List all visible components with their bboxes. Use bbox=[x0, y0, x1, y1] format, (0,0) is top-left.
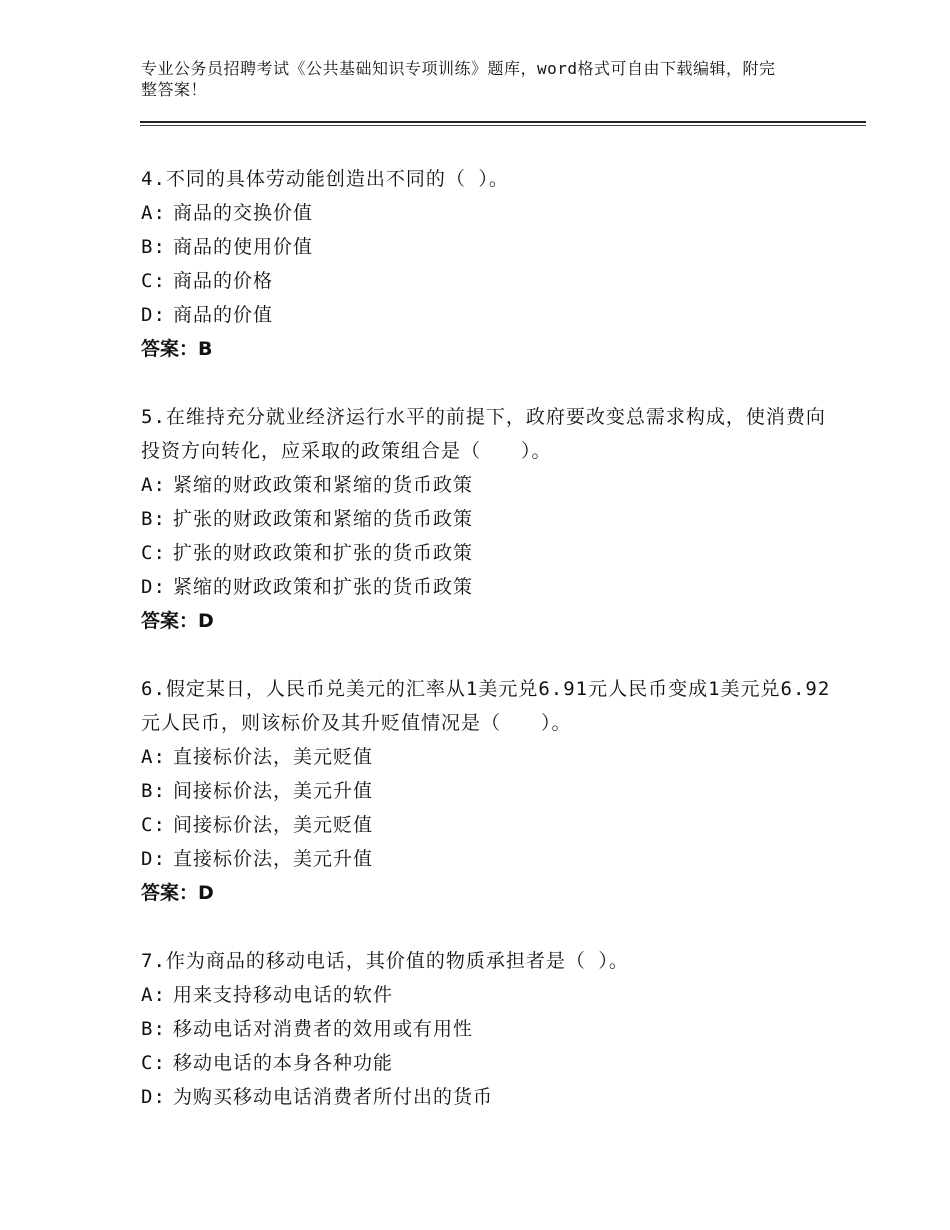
option-key: A: bbox=[141, 474, 166, 496]
option-key: C: bbox=[141, 814, 166, 836]
option-a bbox=[141, 740, 841, 774]
option-key: B: bbox=[141, 780, 166, 802]
answer: 答案：B bbox=[141, 338, 213, 360]
option-b bbox=[141, 1012, 841, 1046]
header-rule-thick bbox=[140, 121, 866, 123]
option-key: D: bbox=[141, 1086, 166, 1108]
question-stem: 7.作为商品的移动电话，其价值的物质承担者是（ ）。 bbox=[141, 950, 629, 972]
option-text: 商品的价值 bbox=[173, 304, 274, 326]
option-text: 商品的交换价值 bbox=[173, 202, 314, 224]
option-text: 为购买移动电话消费者所付出的货币 bbox=[173, 1086, 494, 1108]
option-b bbox=[141, 230, 841, 264]
option-d bbox=[141, 842, 841, 876]
option-key: C: bbox=[141, 1052, 166, 1074]
option-key: A: bbox=[141, 202, 166, 224]
option-b bbox=[141, 502, 841, 536]
question-stem: 5.在维持充分就业经济运行水平的前提下，政府要改变总需求构成，使消费向投资方向转化，应采取的政策组合是（ ）。 bbox=[141, 406, 826, 462]
option-a bbox=[141, 468, 841, 502]
question-stem: 6.假定某日，人民币兑美元的汇率从1美元兑6.91元人民币变成1美元兑6.92元人民币，则该标价及其升贬值情况是（ ）。 bbox=[141, 678, 831, 734]
option-key: A: bbox=[141, 746, 166, 768]
option-text: 用来支持移动电话的软件 bbox=[173, 984, 394, 1006]
option-key: D: bbox=[141, 304, 166, 326]
option-c bbox=[141, 808, 841, 842]
option-text: 移动电话的本身各种功能 bbox=[173, 1052, 394, 1074]
question-list bbox=[141, 162, 841, 1148]
question-5 bbox=[141, 400, 841, 638]
question-4 bbox=[141, 162, 841, 366]
header-rule-thin bbox=[140, 125, 866, 126]
option-d bbox=[141, 298, 841, 332]
option-c bbox=[141, 1046, 841, 1080]
option-text: 移动电话对消费者的效用或有用性 bbox=[173, 1018, 474, 1040]
option-text: 商品的价格 bbox=[173, 270, 274, 292]
option-c bbox=[141, 536, 841, 570]
option-key: B: bbox=[141, 508, 166, 530]
option-key: C: bbox=[141, 542, 166, 564]
option-text: 间接标价法，美元贬值 bbox=[173, 814, 374, 836]
option-key: D: bbox=[141, 848, 166, 870]
option-text: 紧缩的财政政策和扩张的货币政策 bbox=[173, 576, 474, 598]
option-text: 直接标价法，美元升值 bbox=[173, 848, 374, 870]
answer: 答案：D bbox=[141, 882, 214, 904]
answer: 答案：D bbox=[141, 610, 214, 632]
option-d bbox=[141, 1080, 841, 1114]
option-a bbox=[141, 978, 841, 1012]
option-a bbox=[141, 196, 841, 230]
option-d bbox=[141, 570, 841, 604]
option-text: 扩张的财政政策和紧缩的货币政策 bbox=[173, 508, 474, 530]
option-b bbox=[141, 774, 841, 808]
option-key: B: bbox=[141, 1018, 166, 1040]
question-stem: 4.不同的具体劳动能创造出不同的（ ）。 bbox=[141, 168, 509, 190]
option-key: A: bbox=[141, 984, 166, 1006]
option-text: 扩张的财政政策和扩张的货币政策 bbox=[173, 542, 474, 564]
option-text: 直接标价法，美元贬值 bbox=[173, 746, 374, 768]
option-text: 商品的使用价值 bbox=[173, 236, 314, 258]
option-key: D: bbox=[141, 576, 166, 598]
option-key: C: bbox=[141, 270, 166, 292]
option-key: B: bbox=[141, 236, 166, 258]
question-7 bbox=[141, 944, 841, 1114]
option-text: 紧缩的财政政策和紧缩的货币政策 bbox=[173, 474, 474, 496]
question-6 bbox=[141, 672, 841, 910]
page-header: 专业公务员招聘考试《公共基础知识专项训练》题库，word格式可自由下载编辑，附完整答案！ bbox=[141, 59, 776, 99]
option-c bbox=[141, 264, 841, 298]
option-text: 间接标价法，美元升值 bbox=[173, 780, 374, 802]
